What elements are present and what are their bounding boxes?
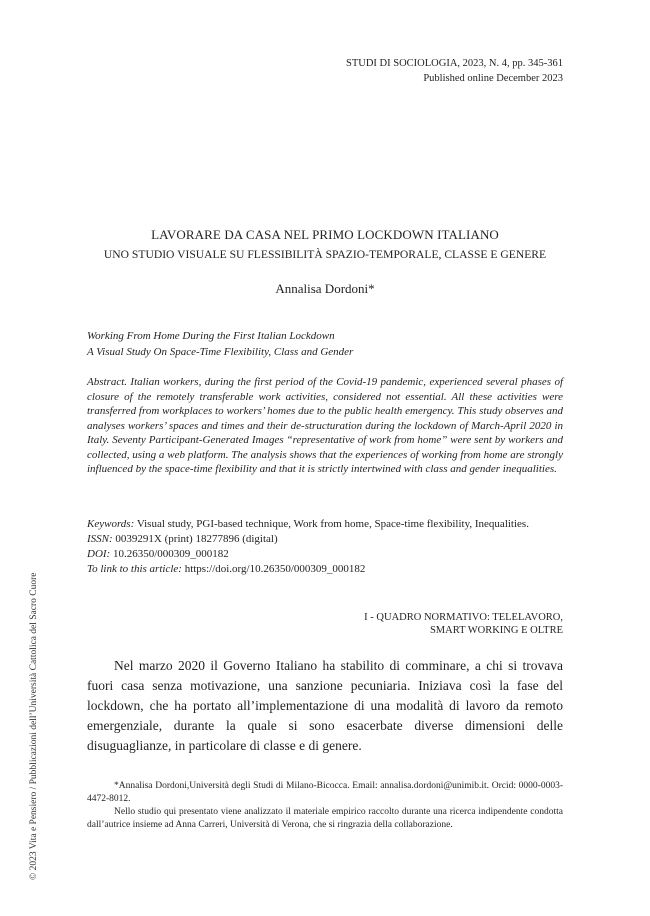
footnote-study: Nello studio qui presentato viene analizzato il materiale empirico raccolto durante una ricerca indipendente condotta dall’autrice insieme ad Anna Carreri, Università di Verona, che si ringrazia della collaborazione. bbox=[87, 807, 563, 830]
abstract: Abstract. Italian workers, during the first period of the Covid-19 pandemic, experienced several phases of closure of the remotely transferable work activities, considered not essential. All these activities were transferred from workplaces to workers’ homes due to the public health emergency. This study observes and analyses workers’ spaces and times and their de-structuration during the lockdown of March-April 2020 in Italy. Seventy Participant-Generated Images “representative of work from home” were sent by workers and collected, using a web platform. The analysis shows that the experiences of working from home are strongly influenced by the space-time flexibility and that it is strictly intertwined with class and gender inequalities. bbox=[87, 376, 563, 475]
issn-value: 0039291X (print) 18277896 (digital) bbox=[115, 533, 278, 545]
article-subtitle: UNO STUDIO VISUALE SU FLESSIBILITÀ SPAZIO-TEMPORALE, CLASSE E GENERE bbox=[103, 248, 547, 261]
keywords-label: Keywords: bbox=[87, 518, 135, 530]
keywords-line bbox=[87, 517, 563, 532]
footnote-author: *Annalisa Dordoni,Università degli Studi di Milano-Bicocca. Email: annalisa.dordoni@unimib.it. Orcid: 0000-0003-4472-8012. bbox=[87, 781, 563, 804]
section-heading-line2: SMART WORKING E OLTRE bbox=[429, 625, 563, 636]
body-paragraph: Nel marzo 2020 il Governo Italiano ha stabilito di comminare, a chi si trovava fuori casa senza motivazione, una sanzione pecuniaria. Iniziava così la fase del lockdown, che ha portato all’implementazione di una modalità di lavoro da remoto emergenziale, durante la quale si sono esacerbate diverse dimensioni delle disuguaglianze, in particolare di classe e di genere. bbox=[87, 658, 563, 753]
doi-label: DOI: bbox=[87, 548, 111, 560]
doi-line bbox=[87, 547, 563, 562]
article-metadata bbox=[87, 517, 563, 577]
issn-label: ISSN: bbox=[87, 533, 113, 545]
article-title: LAVORARE DA CASA NEL PRIMO LOCKDOWN ITALIANO bbox=[151, 227, 499, 242]
published-date: Published online December 2023 bbox=[423, 73, 563, 84]
keywords-value: Visual study, PGI-based technique, Work from home, Space-time flexibility, Inequalities. bbox=[136, 518, 529, 530]
author-name: Annalisa Dordoni* bbox=[275, 281, 375, 296]
english-title bbox=[87, 329, 563, 360]
doi-value: 10.26350/000309_000182 bbox=[112, 548, 229, 560]
english-title-line2: A Visual Study On Space-Time Flexibility, Class and Gender bbox=[87, 345, 354, 358]
doi-link[interactable]: https://doi.org/10.26350/000309_000182 bbox=[184, 563, 366, 575]
side-copyright: © 2023 Vita e Pensiero / Pubblicazioni dell’Università Cattolica del Sacro Cuore bbox=[29, 572, 39, 880]
english-title-line1: Working From Home During the First Italian Lockdown bbox=[87, 330, 335, 342]
link-line bbox=[87, 562, 563, 577]
section-heading-line1: I - QUADRO NORMATIVO: TELELAVORO, bbox=[364, 612, 563, 623]
journal-reference: STUDI DI SOCIOLOGIA, 2023, N. 4, pp. 345-361 bbox=[346, 58, 563, 69]
footnotes bbox=[87, 780, 563, 832]
issn-line bbox=[87, 532, 563, 547]
section-heading bbox=[364, 611, 563, 637]
link-label: To link to this article: bbox=[87, 563, 182, 575]
